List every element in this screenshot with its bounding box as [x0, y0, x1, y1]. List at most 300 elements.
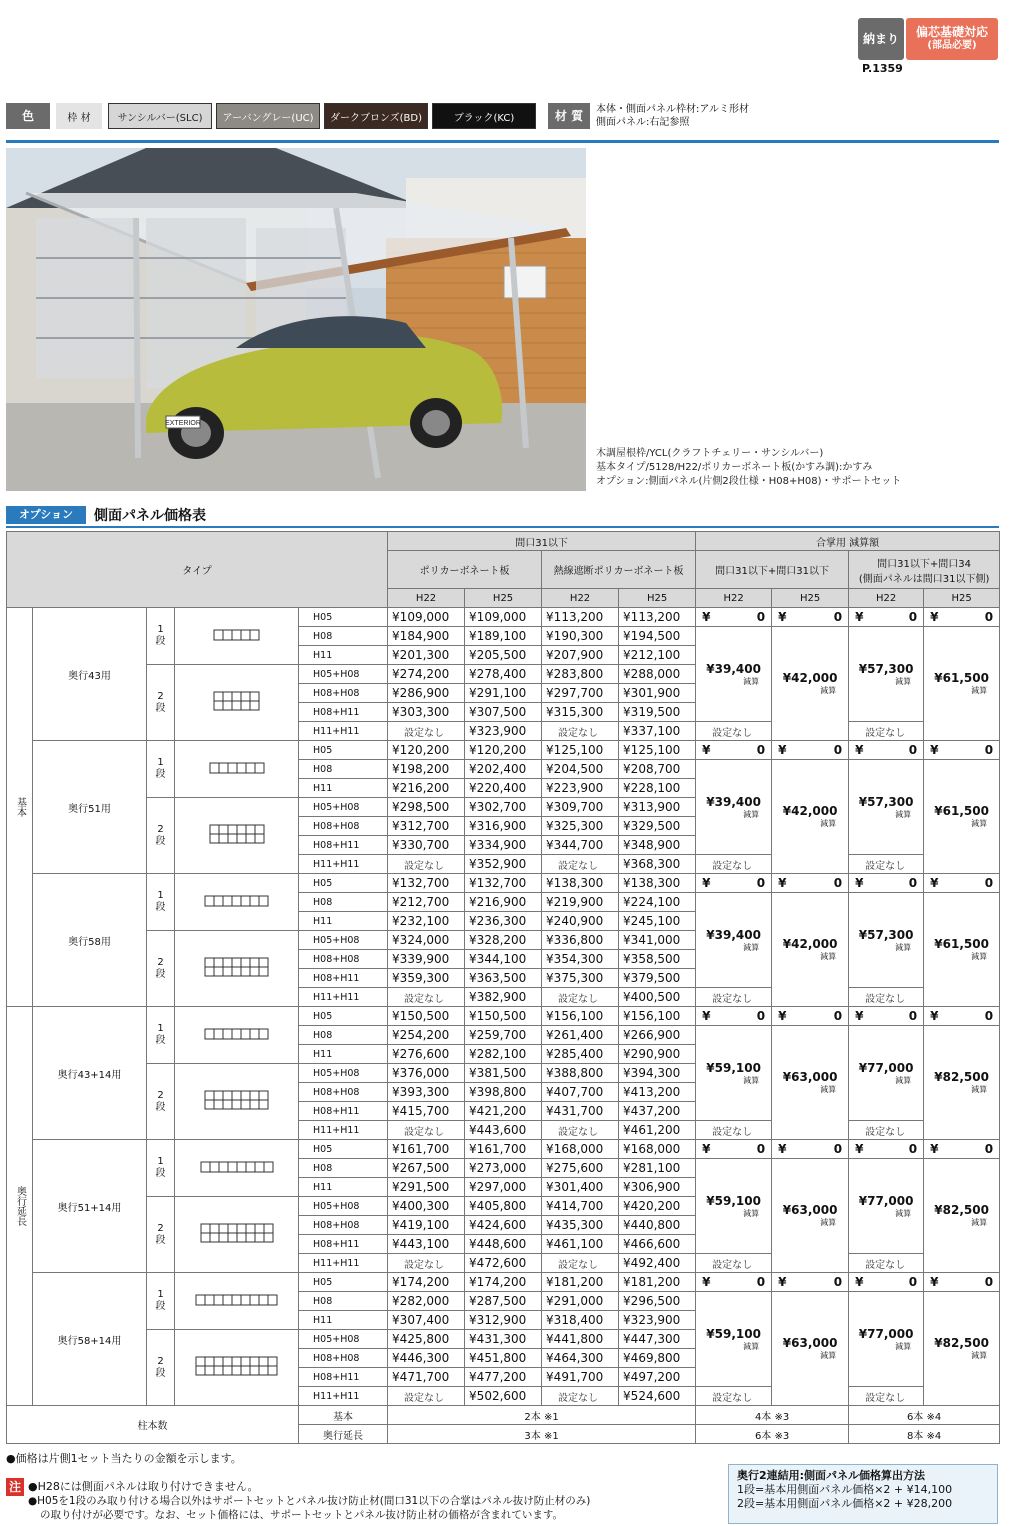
deduction-cell [696, 893, 772, 988]
height-label: H08+H11 [313, 706, 360, 718]
zero-value: 0 [833, 610, 843, 624]
deduction-cell [772, 1292, 849, 1406]
price-cell [465, 1368, 542, 1387]
price-cell [465, 874, 542, 893]
deduction-cell [772, 627, 849, 741]
panel-diagram [175, 1064, 299, 1140]
posts-section [7, 1406, 1000, 1444]
tier-label: 2 段 [155, 1355, 166, 1379]
yen-sign: ¥ [778, 743, 787, 757]
calc-box [728, 1464, 998, 1524]
not-available: 設定なし [712, 1126, 753, 1138]
deduction-cell [924, 1026, 1000, 1140]
height-cell [299, 1026, 388, 1045]
deduction-label: 減算 [971, 686, 988, 695]
price-cell [465, 836, 542, 855]
category-basic [7, 608, 33, 1007]
price-cell [619, 627, 696, 646]
price-cell [465, 1311, 542, 1330]
deduction-cell [772, 1026, 849, 1140]
zero-amount [851, 1142, 921, 1156]
price-value: ¥451,800 [469, 1351, 527, 1365]
price-value: ¥290,900 [623, 1047, 681, 1061]
panel-diagram-svg [209, 824, 265, 844]
block-name: 奥行51用 [68, 803, 111, 815]
price-value: ¥492,400 [623, 1256, 681, 1270]
price-cell [542, 1235, 619, 1254]
price-value: ¥339,900 [392, 952, 450, 966]
deduction-none-cell [849, 988, 924, 1007]
deduction-label: 減算 [971, 1218, 988, 1227]
price-cell [619, 741, 696, 760]
tier-cell [147, 1273, 175, 1330]
price-value: ¥281,100 [623, 1161, 681, 1175]
zero-value: 0 [984, 1142, 994, 1156]
deduction-value: ¥82,500 [934, 1203, 989, 1217]
panel-diagram-svg [195, 1294, 278, 1306]
price-value: ¥354,300 [546, 952, 604, 966]
height-cell [299, 893, 388, 912]
price-value: ¥298,500 [392, 800, 450, 814]
price-cell [542, 1387, 619, 1406]
price-value: ¥336,800 [546, 933, 604, 947]
price-value: ¥405,800 [469, 1199, 527, 1213]
deduction-cell [696, 760, 772, 855]
tier-cell [147, 931, 175, 1007]
price-value: ¥307,500 [469, 705, 527, 719]
tier-cell [147, 665, 175, 741]
panel-diagram-svg [213, 691, 260, 711]
height-cell [299, 779, 388, 798]
height-label: H05+H08 [313, 668, 360, 680]
deduction-value: ¥42,000 [782, 804, 838, 818]
deduction-value: ¥82,500 [934, 1070, 989, 1084]
price-value: ¥318,400 [546, 1313, 604, 1327]
yen-sign: ¥ [702, 1142, 711, 1156]
deduction-zero-cell [849, 1140, 924, 1159]
price-cell [388, 703, 465, 722]
price-value: ¥266,900 [623, 1028, 681, 1042]
color-swatch: アーバングレー(UC) [216, 103, 320, 129]
not-available: 設定なし [712, 727, 753, 739]
price-cell [465, 703, 542, 722]
price-value: ¥348,900 [623, 838, 681, 852]
height-label: H08+H11 [313, 1238, 360, 1250]
price-cell [619, 1368, 696, 1387]
tier-label: 1 段 [155, 1289, 166, 1312]
deduction-zero-cell [696, 1140, 772, 1159]
deduction-value: ¥39,400 [706, 794, 761, 809]
price-cell [465, 817, 542, 836]
tier-label: 2 段 [155, 690, 166, 714]
price-value: ¥216,900 [469, 895, 527, 909]
price-cell [542, 1102, 619, 1121]
price-cell [542, 969, 619, 988]
deduction-zero-cell [696, 1007, 772, 1026]
price-value: ¥363,500 [469, 971, 527, 985]
deduction-label: 減算 [820, 819, 837, 828]
deduction-label: 減算 [820, 1218, 837, 1227]
height-cell [299, 931, 388, 950]
price-value: ¥323,900 [623, 1313, 681, 1327]
height-label: H08 [313, 630, 333, 642]
height-cell [299, 1007, 388, 1026]
price-value: ¥435,300 [546, 1218, 604, 1232]
ded1-header: 間口31以下+間口31以下 [696, 551, 849, 589]
height-label: H08+H08 [313, 687, 360, 699]
price-value: ¥448,600 [469, 1237, 527, 1251]
yen-sign: ¥ [702, 610, 711, 624]
price-value: ¥189,100 [469, 629, 527, 643]
deduction-zero-cell [924, 1140, 1000, 1159]
deduction-zero-cell [772, 874, 849, 893]
price-value: ¥328,200 [469, 933, 527, 947]
price-cell [465, 969, 542, 988]
price-cell [542, 912, 619, 931]
deduction-value: ¥61,500 [934, 671, 989, 685]
height-cell [299, 1216, 388, 1235]
deduction-label: 減算 [895, 1341, 912, 1351]
deduction-label: 減算 [820, 1085, 837, 1094]
yen-sign: ¥ [930, 876, 939, 890]
price-cell [388, 1159, 465, 1178]
yen-sign: ¥ [778, 1009, 787, 1023]
block-name-cell [33, 608, 147, 741]
panel-diagram [175, 608, 299, 665]
deduction-none-cell [849, 1254, 924, 1273]
color-label: 色 [6, 103, 50, 129]
price-cell [388, 741, 465, 760]
zero-value: 0 [833, 743, 843, 757]
price-cell [465, 1083, 542, 1102]
deduction-cell [924, 627, 1000, 741]
price-cell [619, 817, 696, 836]
price-cell [465, 1045, 542, 1064]
deduction-label: 減算 [743, 1341, 760, 1351]
tier-label: 1 段 [155, 757, 166, 780]
price-value: ¥156,100 [623, 1009, 681, 1023]
tier-cell [147, 1197, 175, 1273]
section-title: 側面パネル価格表 [94, 508, 206, 524]
price-value: ¥502,600 [469, 1389, 527, 1403]
zero-value: 0 [756, 743, 766, 757]
price-cell [619, 684, 696, 703]
price-cell [619, 798, 696, 817]
deduction-zero-cell [849, 1007, 924, 1026]
price-value: ¥316,900 [469, 819, 527, 833]
price-value: ¥287,500 [469, 1294, 527, 1308]
height-label: H05+H08 [313, 1200, 360, 1212]
height-label: H11 [313, 1314, 333, 1326]
price-value: ¥344,700 [546, 838, 604, 852]
zero-value: 0 [984, 1009, 994, 1023]
not-available: 設定なし [865, 860, 906, 872]
zero-amount [851, 876, 921, 890]
deduction-none-cell [849, 855, 924, 874]
deduction-label: 減算 [743, 676, 760, 686]
block-name: 奥行51+14用 [57, 1202, 122, 1214]
price-value: ¥150,500 [469, 1009, 527, 1023]
price-value: ¥181,200 [546, 1275, 604, 1289]
yen-sign: ¥ [702, 1275, 711, 1289]
yen-sign: ¥ [930, 1009, 939, 1023]
note-3: ●H05を1段のみ取り付ける場合以外はサポートセットとパネル抜け防止材(間口31以下の合掌はパネル抜け防止材のみ) [28, 1495, 591, 1507]
price-value: ¥358,500 [623, 952, 681, 966]
h25-header: H25 [924, 589, 1000, 608]
deduction-label: 減算 [895, 942, 912, 952]
price-cell [542, 1121, 619, 1140]
price-cell [388, 1121, 465, 1140]
zero-amount [851, 1009, 921, 1023]
price-value: ¥282,100 [469, 1047, 527, 1061]
price-cell [542, 703, 619, 722]
zero-amount [774, 743, 846, 757]
yen-sign: ¥ [855, 876, 864, 890]
price-cell [542, 817, 619, 836]
price-value: ¥413,200 [623, 1085, 681, 1099]
price-cell [465, 931, 542, 950]
price-cell [465, 1159, 542, 1178]
frame-material-label: 枠 材 [56, 103, 102, 129]
price-cell [388, 608, 465, 627]
color-swatch: ダークブロンズ(BD) [324, 103, 428, 129]
deduction-none-cell [849, 1387, 924, 1406]
price-value: ¥407,700 [546, 1085, 604, 1099]
price-value: ¥443,600 [469, 1123, 527, 1137]
height-cell [299, 722, 388, 741]
height-cell [299, 760, 388, 779]
price-value: ¥431,300 [469, 1332, 527, 1346]
material-desc [596, 103, 749, 129]
height-cell [299, 1178, 388, 1197]
panel-diagram [175, 1007, 299, 1064]
deduction-value: ¥77,000 [858, 1060, 914, 1075]
block-name: 奥行58用 [68, 936, 111, 948]
posts-basic-ded2: 6本 ※4 [849, 1406, 1000, 1425]
tier-cell [147, 1007, 175, 1064]
price-value: ¥381,500 [469, 1066, 527, 1080]
price-cell [542, 608, 619, 627]
price-value: ¥425,800 [392, 1332, 450, 1346]
yen-sign: ¥ [855, 1275, 864, 1289]
zero-amount [774, 1275, 846, 1289]
price-cell [388, 1178, 465, 1197]
price-cell [619, 1216, 696, 1235]
zero-amount [698, 1275, 769, 1289]
posts-ext-ded2: 8本 ※4 [849, 1425, 1000, 1444]
price-value: ¥414,700 [546, 1199, 604, 1213]
deduction-label: 減算 [743, 1208, 760, 1218]
price-value: ¥254,200 [392, 1028, 450, 1042]
deduction-value: ¥63,000 [782, 1070, 838, 1084]
price-value: ¥138,300 [546, 876, 604, 890]
price-cell [619, 703, 696, 722]
deduction-none-cell [849, 1121, 924, 1140]
price-value: ¥319,500 [623, 705, 681, 719]
height-label: H11+H11 [313, 1257, 360, 1269]
price-value: ¥261,400 [546, 1028, 604, 1042]
not-available: 設定なし [712, 1259, 753, 1271]
deduction-zero-cell [772, 608, 849, 627]
carport-photo-svg [6, 148, 586, 491]
not-available: 設定なし [865, 1126, 906, 1138]
posts-ext-ded1: 6本 ※3 [696, 1425, 849, 1444]
price-cell [388, 1197, 465, 1216]
poly-header: ポリカーボネート板 [388, 551, 542, 589]
deduction-none-cell [696, 1254, 772, 1273]
note-1: ●価格は片側1セット当たりの金額を示します。 [6, 1452, 242, 1465]
price-cell [465, 798, 542, 817]
panel-diagram [175, 874, 299, 931]
price-value: ¥156,100 [546, 1009, 604, 1023]
price-cell [542, 779, 619, 798]
price-table [6, 531, 1000, 1444]
price-value: ¥424,600 [469, 1218, 527, 1232]
deduction-value: ¥63,000 [782, 1203, 838, 1217]
deduction-value: ¥77,000 [858, 1326, 914, 1341]
tier-label: 2 段 [155, 823, 166, 847]
price-table-body [7, 608, 1000, 1406]
block-name-cell [33, 741, 147, 874]
price-cell [619, 912, 696, 931]
height-cell [299, 1273, 388, 1292]
not-available: 設定なし [712, 993, 753, 1005]
deduction-none-cell [696, 722, 772, 741]
height-cell [299, 665, 388, 684]
price-cell [465, 665, 542, 684]
price-cell [465, 627, 542, 646]
panel-diagram [175, 665, 299, 741]
category-label: 奥行延長 [14, 1186, 26, 1226]
deduction-value: ¥82,500 [934, 1336, 989, 1350]
price-cell [619, 931, 696, 950]
price-cell [388, 1368, 465, 1387]
price-value: ¥471,700 [392, 1370, 450, 1384]
not-available: 設定なし [558, 727, 599, 739]
price-value: ¥325,300 [546, 819, 604, 833]
height-label: H08+H08 [313, 1219, 360, 1231]
deduction-value: ¥61,500 [934, 937, 989, 951]
deduction-zero-cell [696, 741, 772, 760]
posts-label: 柱本数 [7, 1406, 299, 1444]
height-label: H08+H08 [313, 1352, 360, 1364]
price-cell [465, 722, 542, 741]
price-value: ¥228,100 [623, 781, 681, 795]
panel-diagram-svg [204, 957, 269, 977]
height-cell [299, 912, 388, 931]
price-cell [619, 950, 696, 969]
price-cell [542, 1026, 619, 1045]
price-cell [619, 760, 696, 779]
price-value: ¥477,200 [469, 1370, 527, 1384]
height-label: H05 [313, 611, 333, 623]
price-cell [388, 1216, 465, 1235]
price-value: ¥388,800 [546, 1066, 604, 1080]
price-cell [542, 1064, 619, 1083]
caption-line2: 基本タイプ/5128/H22/ポリカーボネート板(かすみ調):かすみ [596, 462, 873, 473]
price-cell [465, 1254, 542, 1273]
tier-label: 2 段 [155, 1089, 166, 1113]
deduction-cell [696, 1292, 772, 1387]
price-cell [465, 779, 542, 798]
note-2: ●H28には側面パネルは取り付けできません。 [28, 1480, 259, 1493]
posts-basic-31: 2本 ※1 [388, 1406, 696, 1425]
not-available: 設定なし [404, 1259, 445, 1271]
price-cell [542, 1140, 619, 1159]
height-cell [299, 627, 388, 646]
zero-amount [774, 610, 846, 624]
price-cell [542, 988, 619, 1007]
panel-diagram [175, 1330, 299, 1406]
not-available: 設定なし [558, 993, 599, 1005]
price-cell [465, 950, 542, 969]
price-cell [619, 988, 696, 1007]
deduction-value: ¥57,300 [858, 794, 914, 809]
deduction-cell [849, 1159, 924, 1254]
table-row [7, 874, 1000, 893]
price-cell [465, 988, 542, 1007]
price-cell [542, 836, 619, 855]
deduction-value: ¥59,100 [706, 1060, 761, 1075]
price-value: ¥174,200 [392, 1275, 450, 1289]
height-label: H05+H08 [313, 1333, 360, 1345]
table-row [7, 1273, 1000, 1292]
deduction-zero-cell [924, 741, 1000, 760]
price-value: ¥288,000 [623, 667, 681, 681]
price-value: ¥524,600 [623, 1389, 681, 1403]
price-value: ¥181,200 [623, 1275, 681, 1289]
price-value: ¥324,000 [392, 933, 450, 947]
posts-ext-label: 奥行延長 [299, 1425, 388, 1444]
price-value: ¥309,700 [546, 800, 604, 814]
zero-value: 0 [756, 1009, 766, 1023]
height-cell [299, 684, 388, 703]
price-value: ¥285,400 [546, 1047, 604, 1061]
price-cell [542, 1216, 619, 1235]
price-cell [465, 1178, 542, 1197]
price-cell [388, 1045, 465, 1064]
deduction-label: 減算 [820, 686, 837, 695]
yen-sign: ¥ [930, 743, 939, 757]
price-cell [542, 646, 619, 665]
price-cell [388, 627, 465, 646]
price-cell [465, 684, 542, 703]
price-cell [542, 1197, 619, 1216]
price-cell [465, 1064, 542, 1083]
height-cell [299, 1102, 388, 1121]
deduction-label: 減算 [820, 952, 837, 961]
price-value: ¥359,300 [392, 971, 450, 985]
deduction-cell [696, 1159, 772, 1254]
deduction-value: ¥42,000 [782, 937, 838, 951]
price-cell [542, 931, 619, 950]
height-cell [299, 817, 388, 836]
panel-diagram-svg [200, 1223, 274, 1243]
price-value: ¥312,900 [469, 1313, 527, 1327]
price-cell [542, 722, 619, 741]
panel-diagram-svg [204, 1028, 269, 1040]
price-cell [619, 1349, 696, 1368]
deduction-none-cell [849, 722, 924, 741]
h22-header: H22 [696, 589, 772, 608]
yen-sign: ¥ [855, 610, 864, 624]
price-cell [542, 1083, 619, 1102]
height-label: H08+H11 [313, 839, 360, 851]
height-label: H08+H11 [313, 972, 360, 984]
price-cell [619, 1330, 696, 1349]
header-rule [6, 140, 999, 143]
price-cell [619, 1026, 696, 1045]
